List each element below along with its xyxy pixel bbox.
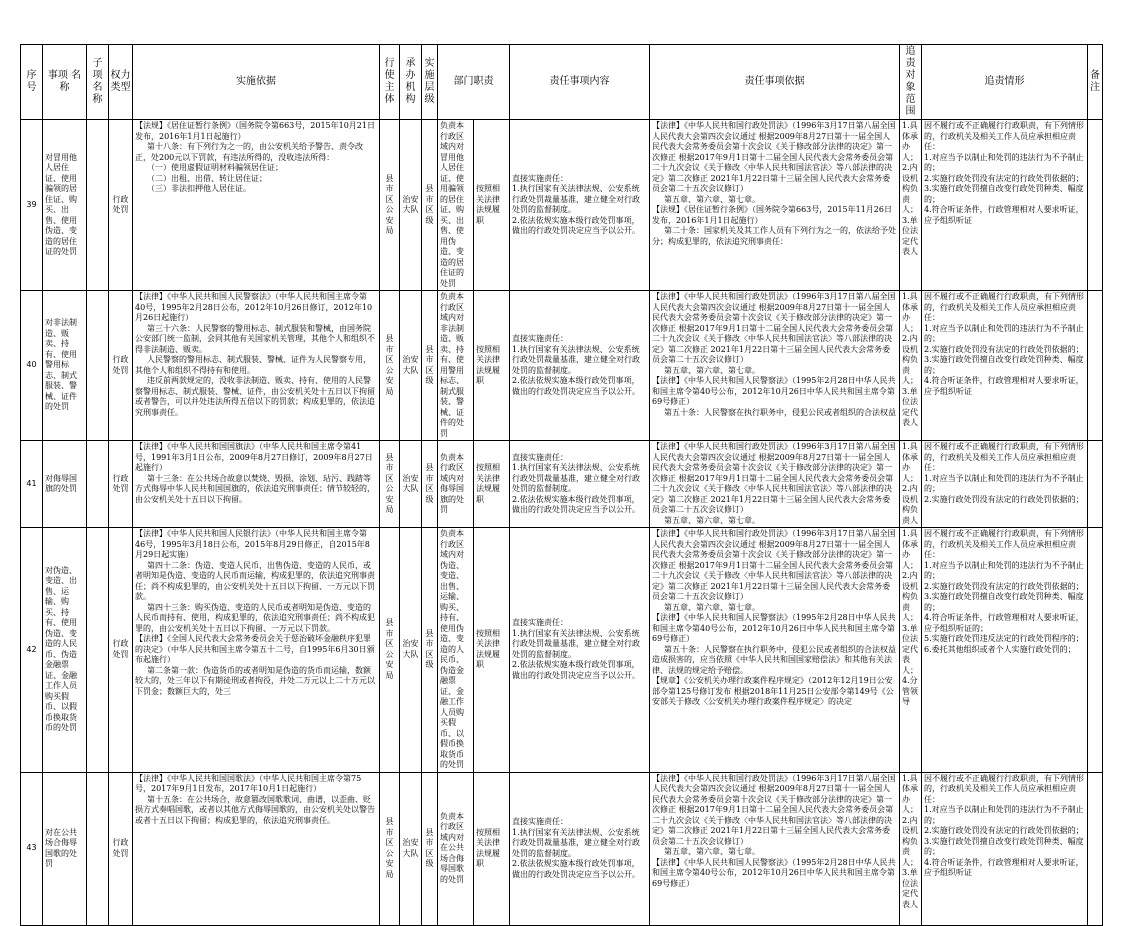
cell-line: 第十五条：在公共场合，故意篡改国歌歌词、曲谱，以歪曲、贬损方式奏唱国歌，或者以其他方式侮辱国歌的，由公安机关处以警告或者十五日以下拘留；构成犯罪的，依法追究刑事责任。 — [135, 794, 375, 825]
cell-type: 行政处罚 — [109, 528, 133, 773]
cell-seq: 40 — [21, 291, 43, 441]
cell-resp — [510, 772, 650, 925]
cell-line: 5.实施行政处罚违反法定的行政处罚程序的； — [924, 634, 1084, 643]
table-row — [21, 528, 1103, 773]
document-page — [20, 44, 1102, 909]
cell-line: 【法律】《中华人民共和国人民警察法》（中华人民共和国主席令第40号，1995年2月28日公布，2012年10月26日修订，2012年10月26日起施行） — [135, 292, 373, 322]
cell-line: 【法律】《中华人民共和国国旗法》（中华人民共和国主席令第41号，1991年3月1日公布，2009年8月27日修订，2009年8月27日起施行） — [135, 442, 373, 472]
cell-line: 第五章、第六章、第七章。 — [664, 847, 760, 856]
header-item: 事项 名称 — [43, 45, 87, 120]
header-situation: 追责情形 — [922, 45, 1088, 120]
cell-resp-basis — [650, 772, 900, 925]
cell-line: 1.对应当予以制止和处罚的违法行为不予制止的； — [924, 560, 1084, 580]
table-row — [21, 772, 1103, 925]
cell-line: 第二十条：国家机关及其工作人员有下列行为之一的，依法给予处分；构成犯罪的，依法追究刑事责任： — [652, 226, 896, 246]
cell-resp-basis — [650, 441, 900, 528]
cell-basis — [133, 120, 380, 291]
header-org: 承办机构 — [400, 45, 422, 120]
cell-org: 治安大队 — [400, 528, 422, 773]
cell-situation — [922, 772, 1088, 925]
cell-line: 直接实施责任： — [512, 618, 568, 628]
cell-line: 直接实施责任： — [512, 817, 568, 826]
cell-scope: 1.具体承办人；2.内设机构负责人 — [900, 441, 922, 528]
header-level: 实施层级 — [422, 45, 438, 120]
cell-resp-basis — [650, 291, 900, 441]
cell-level: 县市区级 — [422, 291, 438, 441]
cell-line: 4.符合听证条件，行政管理相对人要求听证，应予组织听证的； — [924, 613, 1084, 633]
header-type: 权力类型 — [109, 45, 133, 120]
cell-dept: 负责本行政区域内对在公共场合侮辱国歌的处罚 — [438, 772, 474, 925]
header-basis: 实施依据 — [133, 45, 380, 120]
cell-line: （三）非法扣押他人居住证。 — [147, 184, 251, 193]
cell-subitem — [87, 291, 109, 441]
cell-note — [1088, 772, 1103, 925]
cell-seq: 42 — [21, 528, 43, 773]
cell-subject: 县市区公安局 — [380, 441, 400, 528]
cell-line: 【法律】《中华人民共和国行政处罚法》（1996年3月17日第八届全国人民代表大会第四次会议通过 根据2009年8月27日第十一届全国人民代表大会常务委员会第十次会议《关于修改部分法律的决定》第一次修正 根据2017年9月1日第十二届全国人民代表大会常务委员会第二十九次会议《关于修改〈中华人民共和国法官法〉等八部法律的决定》第二次修正 2021年1月22日第十三届全国人民代表大会常务委员会第二十五次会议修订） — [652, 442, 896, 514]
cell-line: 1.执行国家有关法律法规、公安系统行政处罚裁量基准，建立健全对行政处罚的监督制度。 — [512, 463, 640, 493]
cell-type: 行政处罚 — [109, 441, 133, 528]
cell-line: 【法律】《中华人民共和国人民警察法》（1995年2月28日中华人民共和国主席令第40号公布，2012年10月26日中华人民共和国主席令第69号修正） — [652, 857, 896, 888]
cell-subject: 县市区公安局 — [380, 528, 400, 773]
cell-scope: 1.具体承办人；2.内设机构负责人；3.单位法定代表人 — [900, 772, 922, 925]
cell-line: 4.符合听证条件，行政管理相对人要求听证，应予组织听证 — [924, 857, 1084, 877]
cell-level: 县市区级 — [422, 528, 438, 773]
cell-line: 直接实施责任： — [512, 452, 568, 462]
cell-line: 1.对应当予以制止和处罚的违法行为不予制止的； — [924, 473, 1084, 493]
cell-line: 【法律】《中华人民共和国行政处罚法》（1996年3月17日第八届全国人民代表大会第四次会议通过 根据2009年8月27日第十一届全国人民代表大会常务委员会第十次会议《关于修改部分法律的决定》第一次修正 根据2017年9月1日第十二届全国人民代表大会常务委员会第二十九次会议《关于修改〈中华人民共和国法官法〉等八部法律的决定》第二次修正 2021年1月22日第十三届全国人民代表大会常务委员会第二十五次会议修订） — [652, 773, 896, 846]
cell-line: 3.实施行政处罚擅自改变行政处罚种类、幅度的； — [924, 836, 1084, 856]
cell-line: 6.委托其他组织或者个人实施行政处罚的； — [924, 644, 1076, 654]
cell-item: 对侮辱国旗的处罚 — [43, 441, 87, 528]
cell-subject: 县市区公安局 — [380, 772, 400, 925]
cell-line: 2.依法依规实施本级行政处罚事项，做出的行政处罚决定应当予以公开。 — [512, 660, 640, 680]
cell-basis — [133, 772, 380, 925]
cell-scope: 1.具体承办人；2.内设机构负责人；3.单位法定代表人；4.分管领导 — [900, 528, 922, 773]
cell-type: 行政处罚 — [109, 120, 133, 291]
cell-line: （二）出租、出借、转让居住证； — [147, 173, 267, 183]
table-row — [21, 441, 1103, 528]
cell-note — [1088, 120, 1103, 291]
cell-note — [1088, 291, 1103, 441]
cell-basis — [133, 441, 380, 528]
cell-line: 第三十六条：人民警察的警用标志、制式服装和警械，由国务院公安部门统一监制，会同其他有关国家机关管理，其他个人和组织不得非法制造、贩卖。 — [135, 323, 375, 354]
cell-dept: 负责本行政区域内对冒用他人居住证、使用骗领的居住证、购买、出售、使用伪造、变造的居住证的处罚 — [438, 120, 474, 291]
cell-seq: 39 — [21, 120, 43, 291]
cell-line: 因不履行或不正确履行行政职责，有下列情形的，行政机关及相关工作人员应承担相应责任： — [924, 529, 1084, 559]
cell-dept: 负责本行政区域内对非法制造、贩卖、持有、使用警用标志、制式服装、警械、证件的处罚 — [438, 291, 474, 441]
cell-duty: 按照相关法律法规履职 — [474, 528, 510, 773]
cell-resp — [510, 528, 650, 773]
cell-type: 行政处罚 — [109, 772, 133, 925]
cell-scope: 1.具体承办人；2.内设机构负责人；3.单位法定代表人 — [900, 291, 922, 441]
cell-situation — [922, 441, 1088, 528]
header-subject: 行使主体 — [380, 45, 400, 120]
cell-line: 【法律】《中华人民共和国行政处罚法》（1996年3月17日第八届全国人民代表大会第四次会议通过 根据2009年8月27日第十一届全国人民代表大会常务委员会第十次会议《关于修改部分法律的决定》第一次修正 根据2017年9月1日第十二届全国人民代表大会常务委员会第二十九次会议《关于修改〈中华人民共和国法官法〉等八部法律的决定》第二次修正 2021年1月22日第十三届全国人民代表大会常务委员会第二十五次会议修订） — [652, 292, 896, 364]
cell-line: 2.依法依规实施本级行政处罚事项，做出的行政处罚决定应当予以公开。 — [512, 376, 640, 396]
cell-line: 因不履行或不正确履行行政职责，有下列情形的，行政机关及相关工作人员应承担相应责任： — [924, 121, 1084, 151]
cell-line: 第五章、第六章、第七章。 — [664, 194, 760, 204]
header-resp-basis: 责任事项依据 — [650, 45, 900, 120]
header-row — [21, 45, 1103, 120]
cell-scope: 1.具体承办人；2.内设机构负责人；3.单位法定代表人 — [900, 120, 922, 291]
cell-line: 第五章、第六章、第七章。 — [664, 365, 760, 375]
cell-line: 第四十三条：购买伪造、变造的人民币或者明知是伪造、变造的人民币而持有、使用，构成犯罪的，依法追究刑事责任；尚不构成犯罪的，由公安机关处十五日以下拘留、一万元以下罚款。 — [135, 602, 375, 633]
cell-line: 【法律】《中华人民共和国人民警察法》（1995年2月28日中华人民共和国主席令第40号公布，2012年10月26日中华人民共和国主席令第69号修正） — [652, 376, 896, 406]
cell-subject: 县市区公安局 — [380, 120, 400, 291]
cell-situation — [922, 120, 1088, 291]
cell-item: 对伪造、变造、出售、运输、购买、持有、使用伪造、变造的人民币、伪造金融票证、金融工作人员购买假币、以假币换取货币的处罚 — [43, 528, 87, 773]
cell-line: 1.执行国家有关法律法规、公安系统行政处罚裁量基准，建立健全对行政处罚的监督制度。 — [512, 628, 640, 659]
cell-line: 4.符合听证条件，行政管理相对人要求听证，应予组织听证 — [924, 376, 1084, 396]
cell-line: 因不履行或不正确履行行政职责，有下列情形的，行政机关及相关工作人员应承担相应责任： — [924, 292, 1084, 322]
cell-line: 1.对应当予以制止和处罚的违法行为不予制止的； — [924, 323, 1084, 343]
cell-line: 2.实施行政处罚没有法定的行政处罚依据的； — [924, 173, 1084, 183]
cell-line: 2.实施行政处罚没有法定的行政处罚依据的； — [924, 344, 1084, 354]
cell-dept: 负责本行政区域内对侮辱国旗的处罚 — [438, 441, 474, 528]
cell-subitem — [87, 441, 109, 528]
cell-situation — [922, 528, 1088, 773]
cell-org: 治安大队 — [400, 291, 422, 441]
header-note: 备注 — [1088, 45, 1103, 120]
cell-line: 1.执行国家有关法律法规、公安系统行政处罚裁量基准，建立健全对行政处罚的监督制度。 — [512, 344, 640, 375]
header-seq: 序号 — [21, 45, 43, 120]
cell-item: 对非法制造、贩卖、持有、使用警用标志、制式服装、警械、证件的处罚 — [43, 291, 87, 441]
cell-type: 行政处罚 — [109, 291, 133, 441]
cell-duty: 按照相关法律法规履职 — [474, 291, 510, 441]
cell-item: 对在公共场合侮辱国歌的处罚 — [43, 772, 87, 925]
cell-resp — [510, 441, 650, 528]
cell-line: 第五章、第六章、第七章。 — [664, 515, 760, 525]
cell-line: 因不履行或不正确履行行政职责，有下列情形的，行政机关及相关工作人员应承担相应责任： — [924, 773, 1084, 804]
cell-org: 治安大队 — [400, 772, 422, 925]
cell-line: 2.依法依规实施本级行政处罚事项，做出的行政处罚决定应当予以公开。 — [512, 859, 640, 879]
cell-resp — [510, 120, 650, 291]
cell-line: 3.实施行政处罚擅自改变行政处罚种类、幅度的； — [924, 355, 1084, 375]
cell-line: 1.对应当予以制止和处罚的违法行为不予制止的； — [924, 805, 1084, 825]
cell-subitem — [87, 772, 109, 925]
cell-line: 2.实施行政处罚没有法定的行政处罚依据的； — [924, 494, 1084, 504]
header-resp: 责任事项内容 — [510, 45, 650, 120]
cell-line: 直接实施责任： — [512, 334, 568, 343]
cell-line: 违反前两款规定的，没收非法制造、贩卖、持有、使用的人民警察警用标志、制式服装、警械、证件，由公安机关处十五日以下拘留或者警告，可以并处违法所得五倍以下的罚款；构成犯罪的，依法追究刑事责任。 — [135, 376, 375, 417]
cell-line: 【法律】《中华人民共和国国歌法》（中华人民共和国主席令第75号，2017年9月1日发布，2017年10月1日起施行） — [135, 773, 362, 793]
cell-level: 县市区级 — [422, 120, 438, 291]
cell-line: 3.实施行政处罚擅自改变行政处罚种类、幅度的； — [924, 184, 1084, 204]
power-list-table — [20, 44, 1103, 926]
cell-line: （一）使用虚假证明材料骗领居住证； — [147, 163, 283, 172]
cell-duty: 按照相关法律法规履职 — [474, 441, 510, 528]
cell-basis — [133, 291, 380, 441]
cell-seq: 41 — [21, 441, 43, 528]
cell-org: 治安大队 — [400, 441, 422, 528]
cell-subitem — [87, 120, 109, 291]
cell-line: 【法规】《居住证暂行条例》（国务院令第663号，2015年10月21日发布，2016年1月1日起施行） — [135, 121, 375, 141]
header-dept: 部门职责 — [438, 45, 510, 120]
cell-situation — [922, 291, 1088, 441]
table-row — [21, 120, 1103, 291]
cell-line: 第五十条：人民警察在执行职务中，侵犯公民或者组织的合法权益造成损害的，应当依照《中华人民共和国国家赔偿法》和其他有关法律、法规的规定给予赔偿。 — [652, 644, 896, 675]
cell-line: 【法律】《中华人民共和国人民警察法》（1995年2月28日中华人民共和国主席令第40号公布，2012年10月26日中华人民共和国主席令第69号修正） — [652, 613, 896, 643]
cell-line: 2.依法依规实施本级行政处罚事项，做出的行政处罚决定应当予以公开。 — [512, 215, 640, 235]
cell-dept: 负责本行政区域内对伪造、变造、出售、运输、购买、持有、使用伪造、变造的人民币、伪造金融票证、金融工作人员购买假币、以假币换取货币的处罚 — [438, 528, 474, 773]
cell-note — [1088, 441, 1103, 528]
cell-duty: 按照相关法律法规履职 — [474, 772, 510, 925]
cell-note — [1088, 528, 1103, 773]
cell-line: 1.执行国家有关法律法规、公安系统行政处罚裁量基准，建立健全对行政处罚的监督制度。 — [512, 827, 640, 858]
header-subitem: 子项名称 — [87, 45, 109, 120]
cell-line: 第二条第一款：伪造货币的或者明知是伪造的货币而运输，数额较大的，处三年以下有期徒刑或者拘役，并处二万元以上二十万元以下罚金；数额巨大的，处三 — [135, 665, 375, 696]
cell-org: 治安大队 — [400, 120, 422, 291]
cell-resp-basis — [650, 528, 900, 773]
cell-line: 因不履行或不正确履行行政职责，有下列情形的，行政机关及相关工作人员应承担相应责任： — [924, 442, 1084, 472]
cell-line: 人民警察的警用标志、制式服装、警械、证件为人民警察专用，其他个人和组织不得持有和使用。 — [135, 355, 371, 375]
cell-line: 【法律】《中华人民共和国行政处罚法》（1996年3月17日第八届全国人民代表大会第四次会议通过 根据2009年8月27日第十一届全国人民代表大会常务委员会第十次会议《关于修改部分法律的决定》第一次修正 根据2017年9月1日第十二届全国人民代表大会常务委员会第二十九次会议《关于修改〈中华人民共和国法官法〉等八部法律的决定》第二次修正 2021年1月22日第十三届全国人民代表大会常务委员会第二十五次会议修订） — [652, 529, 896, 601]
cell-seq: 43 — [21, 772, 43, 925]
cell-line: 2.实施行政处罚没有法定的行政处罚依据的； — [924, 826, 1084, 835]
cell-line: 【法规】《居住证暂行条例》（国务院令第663号，2015年11月26日发布，2016年1月1日起施行） — [652, 205, 892, 225]
cell-line: 4.符合听证条件，行政管理相对人要求听证，应予组织听证 — [924, 205, 1084, 225]
cell-line: 直接实施责任： — [512, 173, 568, 183]
header-scope: 追责对象范围 — [900, 45, 922, 120]
cell-level: 县市区级 — [422, 772, 438, 925]
cell-line: 【法律】《中华人民共和国人民银行法》（中华人民共和国主席令第46号，1995年3月18日公布，2015年8月29日修正，自2015年8月29日起实施） — [135, 529, 370, 559]
cell-line: 第十三条：在公共场合故意以焚烧、毁损、涂划、玷污、践踏等方式侮辱中华人民共和国国旗的，依法追究刑事责任；情节较轻的，由公安机关处十五日以下拘留。 — [135, 473, 375, 504]
cell-line: 【规章】《公安机关办理行政案件程序规定》（2012年12月19日公安部令第125号修订发布 根据2018年11月25日公安部令第149号《公安部关于修改〈公安机关办理行政案件程序规定〉的决定 — [652, 676, 894, 706]
table-row — [21, 291, 1103, 441]
cell-line: 【法律】《中华人民共和国行政处罚法》（1996年3月17日第八届全国人民代表大会第四次会议通过 根据2009年8月27日第十一届全国人民代表大会常务委员会第十次会议《关于修改部分法律的决定》第一次修正 根据2017年9月1日第十二届全国人民代表大会常务委员会第二十九次会议《关于修改〈中华人民共和国法官法〉等八部法律的决定》第二次修正 2021年1月22日第十三届全国人民代表大会常务委员会第二十五次会议修订） — [652, 121, 896, 193]
cell-line: 第五章、第六章、第七章。 — [664, 602, 760, 612]
cell-line: 【法律】《全国人民代表大会常务委员会关于惩治破坏金融秩序犯罪的决定》（中华人民共和国主席令第五十二号，自1995年6月30日颁布起施行） — [135, 634, 375, 664]
cell-line: 第五十条：人民警察在执行职务中，侵犯公民或者组织的合法权益 — [664, 407, 896, 417]
cell-resp-basis — [650, 120, 900, 291]
cell-line: 1.对应当予以制止和处罚的违法行为不予制止的； — [924, 152, 1084, 172]
cell-subitem — [87, 528, 109, 773]
cell-resp — [510, 291, 650, 441]
cell-line: 3.实施行政处罚擅自改变行政处罚种类、幅度的； — [924, 592, 1084, 612]
cell-line: 2.实施行政处罚没有法定的行政处罚依据的； — [924, 581, 1084, 591]
cell-basis — [133, 528, 380, 773]
cell-line: 第十八条：有下列行为之一的，由公安机关给予警告、责令改正，处200元以下罚款，有违法所得的，没收违法所得： — [135, 142, 363, 162]
cell-item: 对冒用他人居住证、使用骗领的居住证、购买、出售、使用伪造、变造的居住证的处罚 — [43, 120, 87, 291]
cell-line: 2.依法依规实施本级行政处罚事项，做出的行政处罚决定应当予以公开。 — [512, 494, 640, 514]
cell-line: 第四十二条：伪造、变造人民币，出售伪造、变造的人民币，或者明知是伪造、变造的人民币而运输，构成犯罪的，依法追究刑事责任；尚不构成犯罪的，由公安机关处十五日以下拘留、一万元以下罚款。 — [135, 560, 375, 601]
cell-subject: 县市区公安局 — [380, 291, 400, 441]
cell-line: 1.执行国家有关法律法规、公安系统行政处罚裁量基准，建立健全对行政处罚的监督制度。 — [512, 184, 640, 214]
cell-duty: 按照相关法律法规履职 — [474, 120, 510, 291]
cell-level: 县市区级 — [422, 441, 438, 528]
